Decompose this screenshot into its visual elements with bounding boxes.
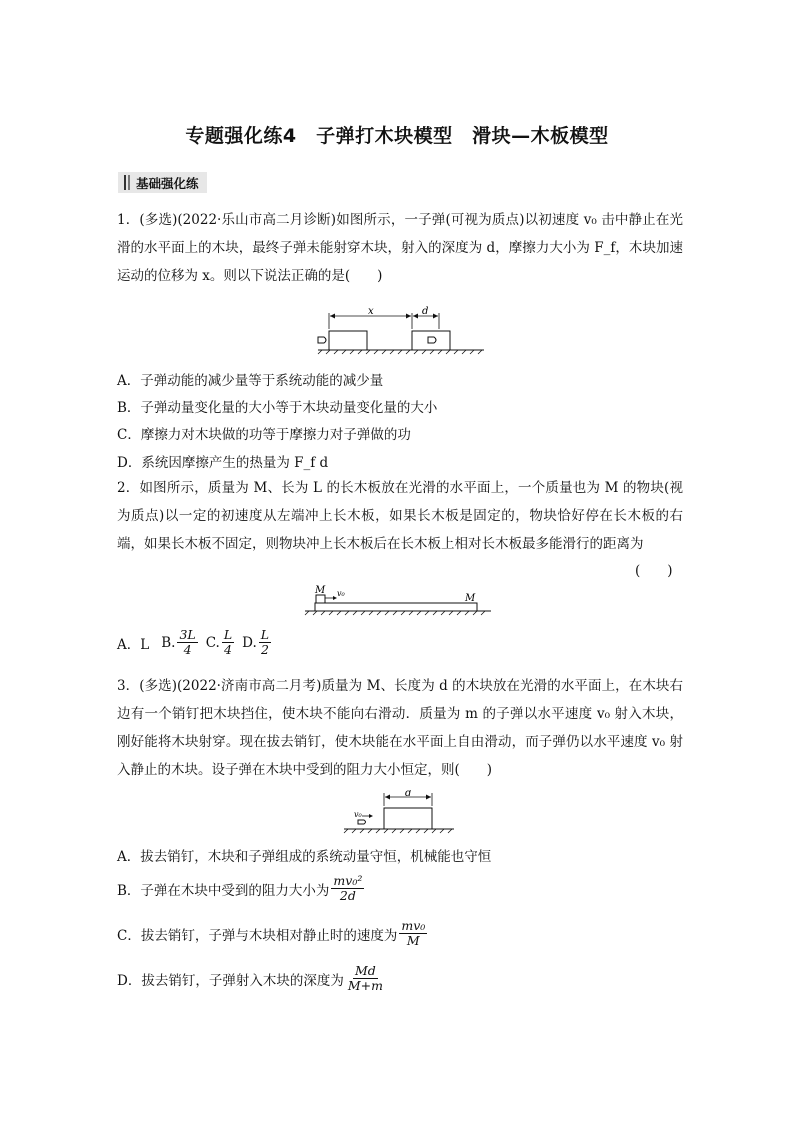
bullet-icon [318, 337, 326, 343]
q3-figure [342, 790, 456, 834]
section-bars-icon [124, 175, 130, 190]
svg-text:v₀: v₀ [354, 810, 362, 819]
svg-text:M: M [315, 585, 326, 596]
q1-option-b: B．子弹动量变化量的大小等于木块动量变化量的大小 [117, 400, 438, 416]
q3-option-a: A．拔去销钉，木块和子弹组成的系统动量守恒，机械能也守恒 [117, 849, 492, 865]
q2-stem: 2．如图所示，质量为 M、长为 L 的长木板放在光滑的水平面上，一个质量也为 M 的物块(视为质点)以一定的初速度从左端冲上长木板，如果长木板是固定的，物块恰好停在长木板的右端，如果长木板不固定，则物块冲上长木板后在长木板上相对长木板最多能滑行的距离为 [117, 480, 683, 552]
q2-option-c-label: C. [205, 634, 220, 651]
q3-option-d: D．拔去销钉，子弹射入木块的深度为 $\frac{Md}{M+m}$ [117, 963, 383, 993]
q1-stem: 1．(多选)(2022·乐山市高二月诊断)如图所示，一子弹(可视为质点)以初速度 v₀ 击中静止在光滑的水平面上的木块，最终子弹未能射穿木块，射入的深度为 d，摩擦力大小为 F_f，木块加速运动的位移为 x。则以下说法正确的是( ) [117, 212, 683, 284]
page-title: 专题强化练4 子弹打木块模型 滑块—木板模型 [185, 125, 609, 147]
q3-option-d-fraction: $\frac{Md}{M+m}$ [347, 963, 383, 993]
q1-figure [316, 305, 486, 355]
q2-option-d-label: D. [242, 634, 257, 651]
q2-option-b-fraction: $\frac{3L}{4}$ [179, 627, 196, 657]
q3-option-c-fraction: $\frac{\text{mv₀}}{M}$ [401, 918, 426, 948]
q1-option-d: D．系统因摩擦产生的热量为 F_f d [117, 455, 329, 471]
svg-text:d: d [422, 306, 429, 317]
q2-option-d-fraction: $\frac{L}{2}$ [260, 627, 270, 657]
q3-stem: 3．(多选)(2022·济南市高二月考)质量为 M、长度为 d 的木块放在光滑的水平面上，在木块右边有一个销钉把木块挡住，使木块不能向右滑动．质量为 m 的子弹以水平速度 v₀ 射入木块，刚好能将木块射穿。现在拔去销钉，使木块能在水平面上自由滑动，而子弹仍以水平速度 v₀ 射入静止的木块。设子弹在木块中受到的阻力大小恒定，则( ) [117, 678, 683, 778]
q2-paren: ( ) [635, 563, 673, 579]
q3-option-b-fraction: $\frac{\text{mv₀²}}{2d}$ [333, 873, 363, 903]
svg-text:d: d [405, 790, 412, 799]
section-label: 基础强化练 [136, 175, 199, 191]
q1-option-c: C．摩擦力对木块做的功等于摩擦力对子弹做的功 [117, 427, 411, 443]
svg-text:v₀: v₀ [337, 589, 345, 598]
svg-text:x: x [368, 306, 374, 317]
q2-option-c-fraction: $\frac{L}{4}$ [223, 627, 233, 657]
section-tag [118, 172, 207, 193]
q3-option-b: B．子弹在木块中受到的阻力大小为 $\frac{\text{mv₀²}}{2d}$ [117, 873, 363, 903]
q2-option-b-label: B. [161, 634, 176, 651]
q1-option-a: A．子弹动能的减少量等于系统动能的减少量 [117, 373, 384, 389]
q2-options [117, 628, 273, 657]
q2-option-a: A．L [117, 636, 150, 653]
q2-figure [303, 583, 493, 617]
q3-option-c: C．拔去销钉，子弹与木块相对静止时的速度为 $\frac{\text{mv₀}}{M}$ [117, 918, 426, 948]
bullet-icon [358, 820, 366, 824]
svg-text:M: M [465, 593, 476, 604]
